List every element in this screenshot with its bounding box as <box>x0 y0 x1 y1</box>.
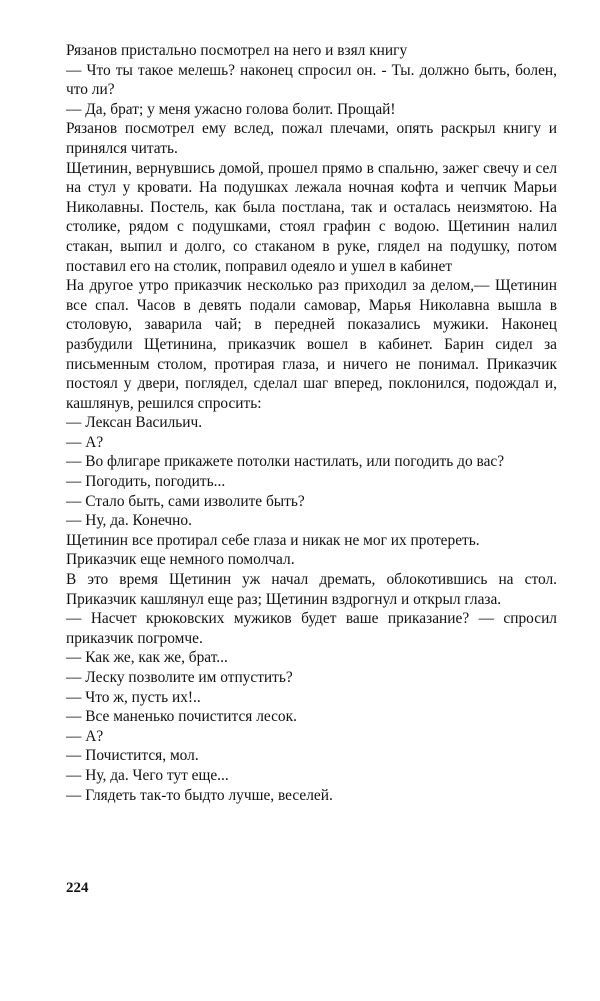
dialogue-line: — Лексан Васильич. <box>66 414 203 432</box>
dialogue-line: — Стало быть, сами изволите быть? <box>66 492 305 510</box>
dialogue-line: — А? <box>66 433 104 451</box>
dialogue-line: — А? <box>66 727 104 745</box>
dialogue-line: — Насчет крюковских мужиков будет ваше приказание? — спросил приказчик погромче. <box>66 610 557 647</box>
dialogue-line: — Как же, как же, брат... <box>66 649 228 667</box>
main-text <box>66 41 557 805</box>
dialogue-line: — Все маненько почистится лесок. <box>66 708 297 726</box>
paragraph: Щетинин все протирал себе глаза и никак не мог их протереть. <box>66 531 480 549</box>
paragraph: На другое утро приказчик несколько раз приходил за делом,— Щетинин все спал. Часов в девять подали самовар, Марья Николавна вышла в столовую, заварила чай; в передней показались мужики. Наконец разбудили Щетинина, приказчик вошел в кабинет. Барин сидел за письменным столом, протирая глаза, и ничего не понимал. Приказчик постоял у двери, поглядел, сделал шаг вперед, поклонился, подождал и, кашлянув, решился спросить: <box>66 277 557 412</box>
paragraph: Щетинин, вернувшись домой, прошел прямо в спальню, зажег свечу и сел на стул у кровати. На подушках лежала ночная кофта и чепчик Марьи Николавны. Постель, как была постлана, так и осталась неизмятою. На столике, рядом с подушками, стоял графин с водою. Щетинин налил стакан, выпил и долго, со стаканом в руке, глядел на подушку, потом поставил его на столик, поправил одеяло и ушел в кабинет <box>66 159 557 275</box>
dialogue-line: — Ну, да. Конечно. <box>66 512 192 530</box>
dialogue-line: — Погодить, погодить... <box>66 473 226 491</box>
dialogue-line: — Во флигаре прикажете потолки настилать, или погодить до вас? <box>66 453 505 471</box>
dialogue-line: — Глядеть так-то быдто лучше, веселей. <box>66 786 333 804</box>
dialogue-line: — Что ты такое мелешь? наконец спросил он. - Ты. должно быть, болен, что ли? <box>66 61 557 99</box>
paragraph: Рязанов пристально посмотрел на него и взял книгу <box>66 42 408 59</box>
dialogue-line: — Леску позволите им отпустить? <box>66 669 293 686</box>
dialogue-line: — Ну, да. Чего тут еще... <box>66 766 229 784</box>
dialogue-line: — Почистится, мол. <box>66 747 199 765</box>
paragraph: Приказчик еще немного помолчал. <box>66 551 295 569</box>
page-number: 224 <box>66 880 89 896</box>
dialogue-line: — Да, брат; у меня ужасно голова болит. Прощай! <box>66 100 396 118</box>
dialogue-line: — Что ж, пусть их!.. <box>66 688 201 706</box>
paragraph: Рязанов посмотрел ему вслед, пожал плечами, опять раскрыл книгу и принялся читать. <box>66 120 557 157</box>
paragraph: В это время Щетинин уж начал дремать, облокотившись на стол. Приказчик кашлянул еще раз; Щетинин вздрогнул и открыл глаза. <box>66 571 557 608</box>
